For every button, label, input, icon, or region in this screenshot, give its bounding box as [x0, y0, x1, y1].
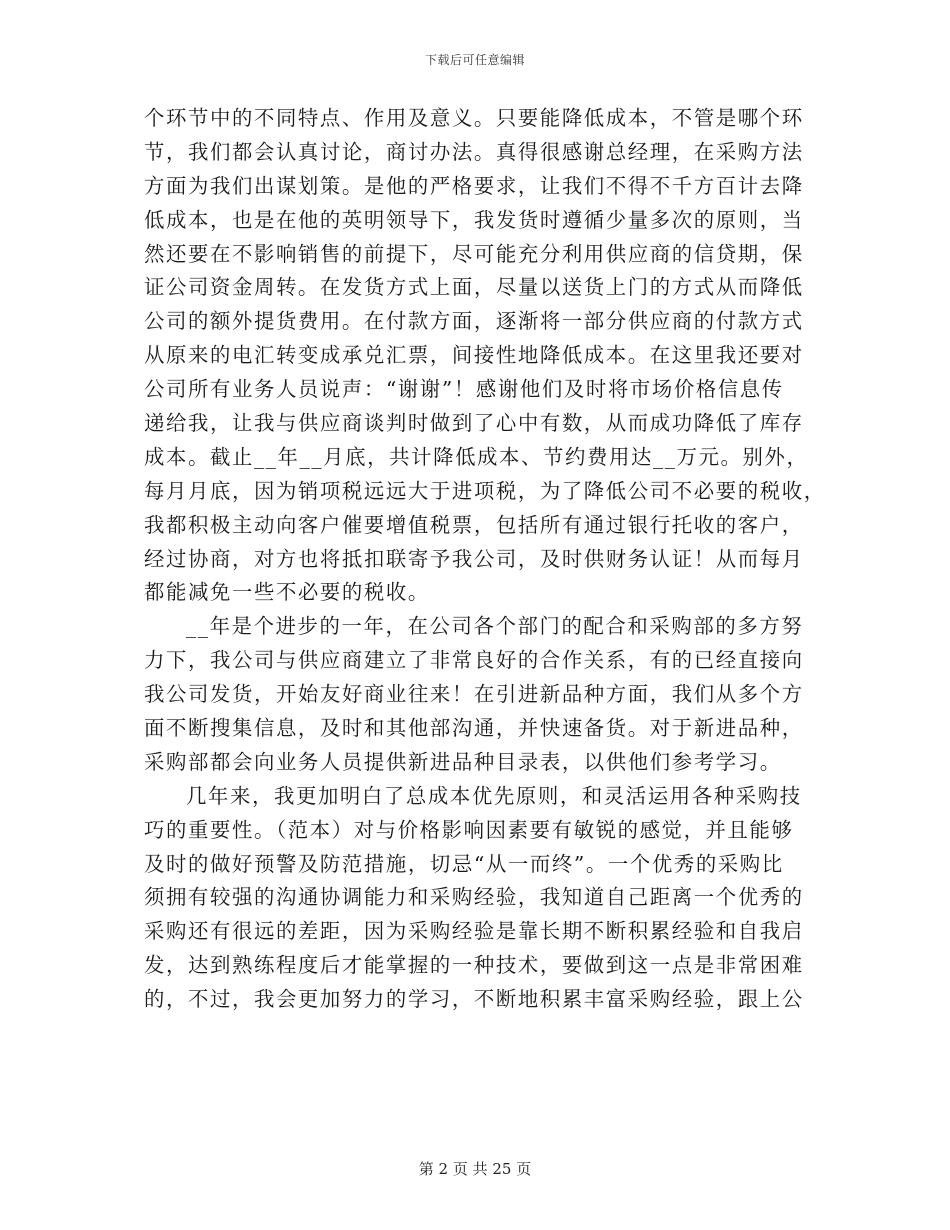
text-line: 我都积极主动向客户催要增值税票，包括所有通过银行托收的客户，	[144, 512, 804, 537]
text-line: 及时的做好预警及防范措施，切忌“从一而终”。一个优秀的采购比	[144, 851, 784, 876]
text-line: 我公司发货，开始友好商业往来！在引进新品种方面，我们从多个方	[144, 682, 804, 707]
text-line: 采购部都会向业务人员提供新进品种目录表，以供他们参考学习。	[144, 749, 782, 774]
text-line: 经过协商，对方也将抵扣联寄予我公司，及时供财务认证！从而每月	[144, 546, 804, 571]
text-line: 个环节中的不同特点、作用及意义。只要能降低成本，不管是哪个环	[144, 106, 804, 130]
text-line: 节，我们都会认真讨论，商讨办法。真得很感谢总经理，在采购方法	[144, 139, 804, 164]
text-line: 从原来的电汇转变成承兑汇票，间接性地降低成本。在这里我还要对	[144, 343, 804, 368]
text-line: 采购还有很远的差距，因为采购经验是靠长期不断积累经验和自我启	[144, 919, 804, 944]
paragraph	[144, 780, 808, 1017]
page-header: 下载后可任意编辑	[424, 53, 525, 67]
text-line: 巧的重要性。（范本）对与价格影响因素要有敏锐的感觉，并且能够	[144, 817, 794, 842]
paragraph	[144, 610, 808, 779]
text-line: 面不断搜集信息，及时和其他部沟通，并快速备货。对于新进品种，	[144, 716, 804, 741]
document-body	[144, 102, 826, 1017]
text-line: 成本。截止__年__月底，共计降低成本、节约费用达__万元。别外，	[144, 444, 809, 469]
text-line: 方面为我们出谋划策。是他的严格要求，让我们不得不千方百计去降	[144, 173, 804, 198]
text-line: 递给我，让我与供应商谈判时做到了心中有数，从而成功降低了库存	[144, 411, 804, 436]
text-line: 公司所有业务人员说声：“谢谢”！感谢他们及时将市场价格信息传	[144, 377, 784, 402]
text-line: 证公司资金周转。在发货方式上面，尽量以送货上门的方式从而降低	[144, 275, 804, 300]
text-line: 须拥有较强的沟通协调能力和采购经验，我知道自己距离一个优秀的	[144, 885, 804, 910]
text-line: 每月月底，因为销项税远远大于进项税，为了降低公司不必要的税收，	[144, 478, 826, 503]
text-line: __年是个进步的一年，在公司各个部门的配合和采购部的多方努	[186, 614, 804, 639]
text-line: 低成本，也是在他的英明领导下，我发货时遵循少量多次的原则，当	[144, 207, 804, 232]
text-line: 几年来，我更加明白了总成本优先原则，和灵活运用各种采购技	[186, 783, 802, 808]
page-number-footer: 第 2 页 共 25 页	[418, 1160, 532, 1178]
text-line: 公司的额外提货费用。在付款方面，逐渐将一部分供应商的付款方式	[144, 309, 804, 334]
text-line: 然还要在不影响销售的前提下，尽可能充分利用供应商的信贷期，保	[144, 241, 804, 266]
paragraph	[144, 102, 826, 610]
text-line: 力下，我公司与供应商建立了非常良好的合作关系，有的已经直接向	[144, 648, 804, 673]
text-line: 发，达到熟练程度后才能掌握的一种技术，要做到这一点是非常困难	[144, 953, 804, 978]
text-line: 都能减免一些不必要的税收。	[144, 580, 430, 605]
text-line: 的，不过，我会更加努力的学习，不断地积累丰富采购经验，跟上公	[144, 987, 804, 1012]
